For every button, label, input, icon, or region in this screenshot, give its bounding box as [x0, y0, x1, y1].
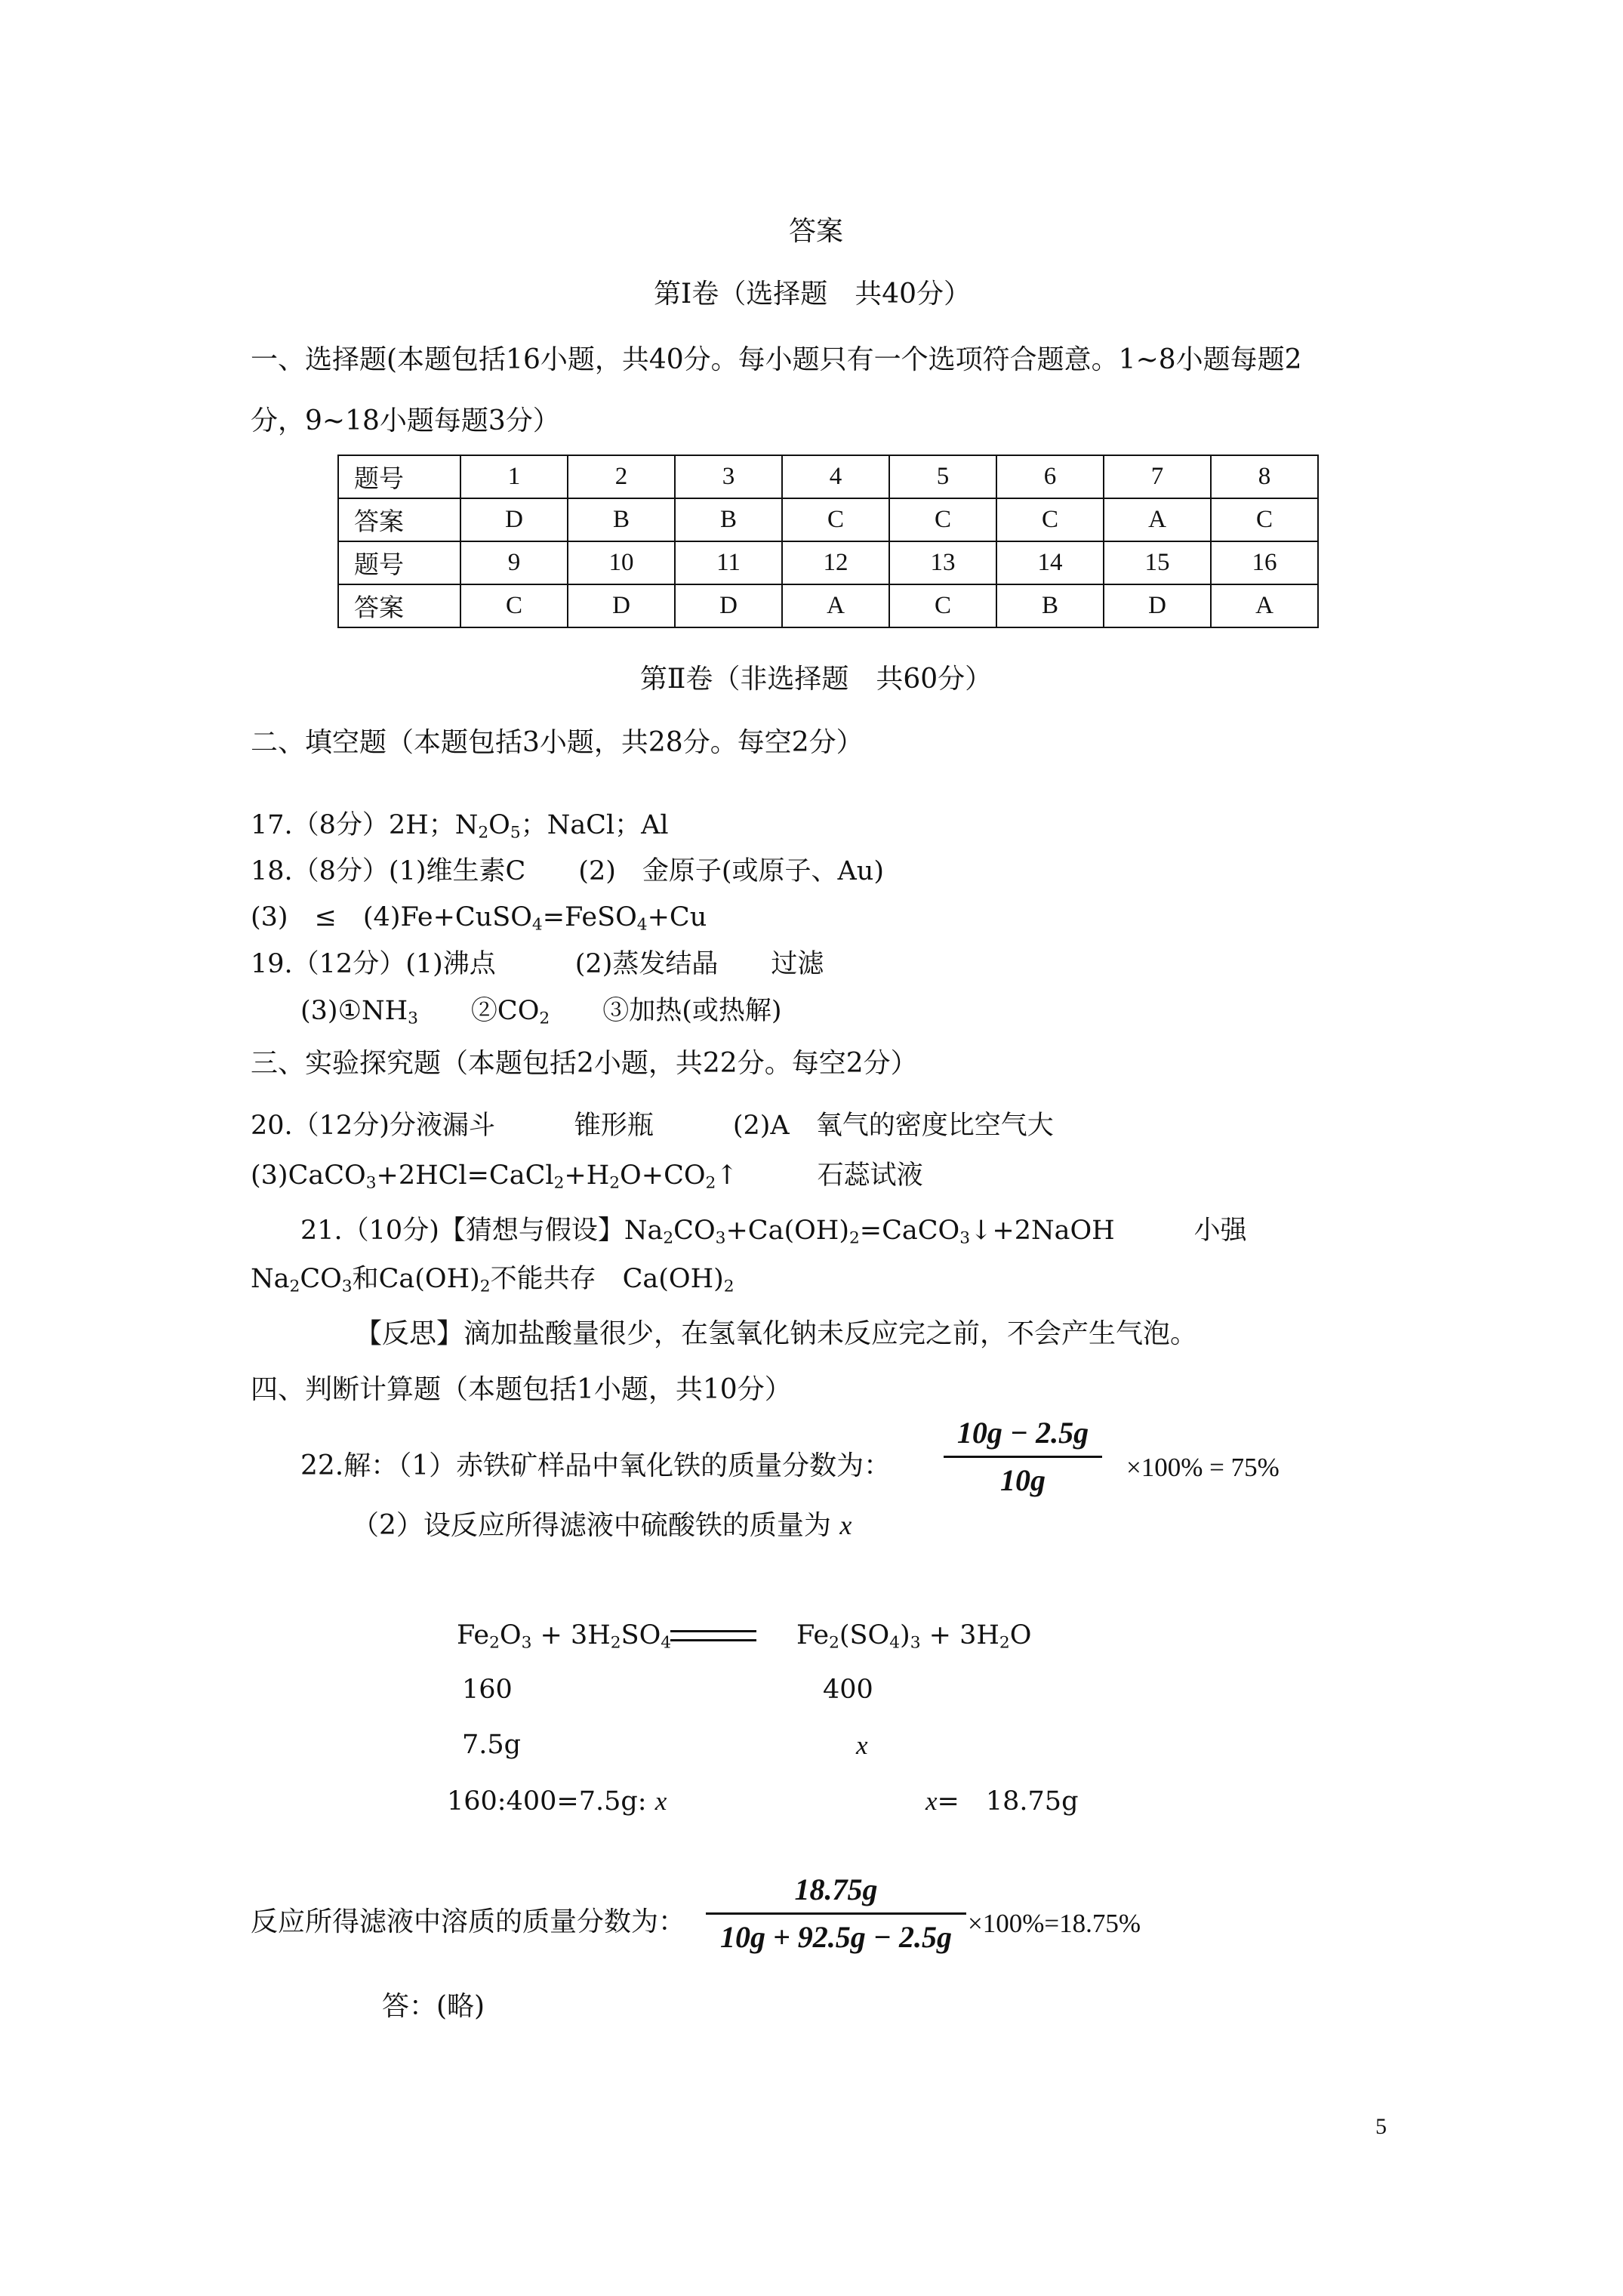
final-answer: 答：(略) — [382, 1991, 485, 2022]
equation-right — [796, 1620, 1032, 1653]
eq-right-sub2: 4 — [889, 1633, 901, 1653]
eq-right-sub3: 3 — [910, 1633, 921, 1653]
table-cell: D — [460, 498, 568, 541]
table-cell: C — [460, 584, 568, 627]
table-cell: 6 — [996, 455, 1104, 498]
equation-equals-bar — [670, 1639, 756, 1641]
eq-left-sub1: 2 — [489, 1633, 500, 1653]
result-x: x — [925, 1786, 938, 1816]
section2-heading: 二、填空题（本题包括3小题，共28分。每空2分） — [251, 727, 864, 758]
q21-part-a: 21.（10分)【猜想与假设】Na — [300, 1216, 664, 1246]
table-cell: 9 — [460, 541, 568, 584]
q21-line2 — [251, 1264, 735, 1296]
q20-sub3: 2 — [609, 1173, 621, 1193]
eq-right-sub4: 2 — [999, 1633, 1010, 1653]
q19-part-c: ③加热(或热解) — [550, 996, 782, 1026]
table-cell: 10 — [568, 541, 675, 584]
table-cell: A — [782, 584, 889, 627]
q20-part-e: ↑ 石蕊试液 — [716, 1160, 923, 1191]
fraction-1-result: ×100% = 75% — [1126, 1453, 1280, 1482]
ratio-x: x — [654, 1786, 667, 1816]
table-cell: 15 — [1104, 541, 1211, 584]
q21-part-d: =CaCO — [859, 1216, 960, 1246]
fraction-1-numerator: 10g − 2.5g — [956, 1416, 1089, 1450]
q17-sub2: 5 — [510, 823, 521, 843]
section1-line1: 一、选择题(本题包括16小题，共40分。每小题只有一个选项符合题意。1~8小题每题2 — [251, 344, 1302, 375]
q19-line2 — [300, 996, 782, 1028]
fraction-1 — [944, 1418, 1102, 1496]
eq-left-a: Fe — [457, 1620, 490, 1650]
q17-head: 17.（8分）2H；N — [251, 810, 479, 840]
table-cell: 4 — [782, 455, 889, 498]
fraction-2-result: ×100%=18.75% — [968, 1909, 1141, 1938]
q21b-sub1: 2 — [289, 1277, 300, 1296]
fraction-2 — [706, 1872, 966, 1954]
page-number: 5 — [1375, 2114, 1387, 2139]
section4-heading: 四、判断计算题（本题包括1小题，共10分） — [251, 1374, 792, 1405]
eq-right-e: O — [1009, 1620, 1032, 1650]
q19-sub1: 3 — [408, 1009, 418, 1028]
q17-tail: ；NaCl；Al — [520, 810, 669, 840]
part2-heading: 第Ⅱ卷（非选择题 共60分） — [639, 664, 993, 695]
equation-equals-bar — [670, 1630, 756, 1632]
molar-mass-left: 160 — [462, 1675, 513, 1705]
table-row — [338, 498, 1318, 541]
fraction-1-denominator: 10g — [1000, 1463, 1046, 1497]
table-cell: C — [782, 498, 889, 541]
q21-line1 — [300, 1216, 1247, 1248]
q21b-part-c: 和Ca(OH) — [352, 1264, 480, 1294]
q21-line3: 【反思】滴加盐酸量很少，在氢氧化钠未反应完之前，不会产生气泡。 — [355, 1318, 1198, 1349]
table-cell: C — [889, 498, 996, 541]
given-mass: 7.5g — [462, 1730, 522, 1760]
table-cell: 2 — [568, 455, 675, 498]
eq-right-d: + 3H — [920, 1620, 999, 1650]
fraction-2-numerator: 18.75g — [794, 1872, 878, 1906]
q22-line2 — [352, 1512, 852, 1539]
table-cell: A — [1104, 498, 1211, 541]
q18-head: (3) ≤ (4)Fe+CuSO — [251, 902, 532, 932]
table-cell: D — [675, 584, 782, 627]
q17-mid: O — [488, 810, 510, 840]
eq-right-b: (SO — [839, 1620, 890, 1650]
section3-heading: 三、实验探究题（本题包括2小题，共22分。每空2分） — [251, 1048, 918, 1079]
q18-mid: =FeSO — [542, 902, 637, 932]
table-cell: 14 — [996, 541, 1104, 584]
page-title: 答案 — [788, 216, 844, 247]
q19-part-a: (3)①NH — [300, 996, 408, 1026]
q22-line3: 反应所得滤液中溶质的质量分数为： — [251, 1906, 686, 1937]
q22-line2-text: （2）设反应所得滤液中硫酸铁的质量为 — [352, 1510, 831, 1541]
q21-part-c: +Ca(OH) — [725, 1216, 849, 1246]
table-cell: 11 — [675, 541, 782, 584]
fraction-2-denominator: 10g + 92.5g − 2.5g — [719, 1920, 953, 1954]
ratio-text: 160:400=7.5g: — [447, 1786, 647, 1817]
table-row — [338, 455, 1318, 498]
q21b-sub4: 2 — [723, 1277, 735, 1296]
q21-part-e: ↓+2NaOH 小强 — [970, 1216, 1247, 1246]
q20-part-b: +2HCl=CaCl — [376, 1160, 554, 1191]
table-cell: B — [996, 584, 1104, 627]
table-cell: C — [889, 584, 996, 627]
eq-left-c: + 3H — [531, 1620, 611, 1650]
table-cell: 7 — [1104, 455, 1211, 498]
q21-part-b: CO — [673, 1216, 716, 1246]
q18-sub1: 4 — [531, 915, 543, 935]
table-cell: C — [1211, 498, 1318, 541]
table-row — [338, 584, 1318, 627]
q17-sub1: 2 — [478, 823, 489, 843]
q20-part-c: +H — [564, 1160, 610, 1191]
table-cell: 3 — [675, 455, 782, 498]
q20-sub2: 2 — [553, 1173, 565, 1193]
result-line — [925, 1788, 1078, 1815]
ratio-line — [447, 1788, 667, 1815]
q18-line2 — [251, 902, 707, 935]
unknown-x: x — [856, 1730, 868, 1760]
q20-part-a: (3)CaCO — [251, 1160, 366, 1191]
row-label: 答案 — [338, 584, 460, 627]
eq-right-c: ) — [900, 1620, 910, 1650]
table-cell: 16 — [1211, 541, 1318, 584]
q20-part-d: O+CO — [620, 1160, 706, 1191]
eq-right-sub1: 2 — [829, 1633, 839, 1653]
var-x: x — [839, 1510, 852, 1540]
q17-line — [251, 810, 669, 843]
q20-line2 — [251, 1160, 923, 1193]
q21b-sub2: 3 — [341, 1277, 353, 1296]
q21b-part-a: Na — [251, 1264, 290, 1294]
part1-heading: 第Ⅰ卷（选择题 共40分） — [653, 279, 972, 310]
q18-line1: 18.（8分）(1)维生素C (2) 金原子(或原子、Au) — [251, 856, 884, 886]
q21-sub4: 3 — [959, 1228, 971, 1248]
molar-mass-right: 400 — [823, 1675, 873, 1705]
q18-sub2: 4 — [636, 915, 648, 935]
table-row — [338, 541, 1318, 584]
table-cell: B — [568, 498, 675, 541]
answer-table — [337, 455, 1319, 628]
q21-sub2: 3 — [715, 1228, 726, 1248]
row-label: 题号 — [338, 541, 460, 584]
equation-left — [457, 1620, 672, 1653]
eq-left-sub2: 3 — [521, 1633, 532, 1653]
eq-left-sub4: 4 — [661, 1633, 672, 1653]
eq-left-d: SO — [621, 1620, 661, 1650]
table-cell: 8 — [1211, 455, 1318, 498]
q21b-part-b: CO — [300, 1264, 342, 1294]
result-value: = 18.75g — [937, 1786, 1079, 1817]
table-cell: B — [675, 498, 782, 541]
q21-sub3: 2 — [848, 1228, 860, 1248]
table-cell: 5 — [889, 455, 996, 498]
q22-line1: 22.解：（1）赤铁矿样品中氧化铁的质量分数为： — [300, 1450, 892, 1481]
fraction-1-bar — [944, 1456, 1102, 1458]
q20-sub4: 2 — [705, 1173, 716, 1193]
table-cell: D — [1104, 584, 1211, 627]
q21b-part-d: 不能共存 Ca(OH) — [490, 1264, 724, 1294]
q18-tail: +Cu — [647, 902, 707, 932]
q20-line1: 20.（12分)分液漏斗 锥形瓶 (2)A 氧气的密度比空气大 — [251, 1111, 1054, 1141]
table-cell: D — [568, 584, 675, 627]
q21b-sub3: 2 — [479, 1277, 491, 1296]
q19-part-b: ②CO — [417, 996, 540, 1026]
fraction-2-bar — [706, 1912, 966, 1915]
q19-line1: 19.（12分）(1)沸点 (2)蒸发结晶 过滤 — [251, 949, 824, 979]
eq-left-b: O — [499, 1620, 522, 1650]
section1-line2: 分，9~18小题每题3分） — [251, 405, 560, 436]
table-cell: A — [1211, 584, 1318, 627]
q20-sub1: 3 — [365, 1173, 377, 1193]
eq-right-a: Fe — [796, 1620, 830, 1650]
q21-sub1: 2 — [663, 1228, 674, 1248]
table-cell: 1 — [460, 455, 568, 498]
table-cell: 12 — [782, 541, 889, 584]
eq-left-sub3: 2 — [610, 1633, 621, 1653]
row-label: 题号 — [338, 455, 460, 498]
table-cell: C — [996, 498, 1104, 541]
q19-sub2: 2 — [539, 1009, 550, 1028]
table-cell: 13 — [889, 541, 996, 584]
row-label: 答案 — [338, 498, 460, 541]
